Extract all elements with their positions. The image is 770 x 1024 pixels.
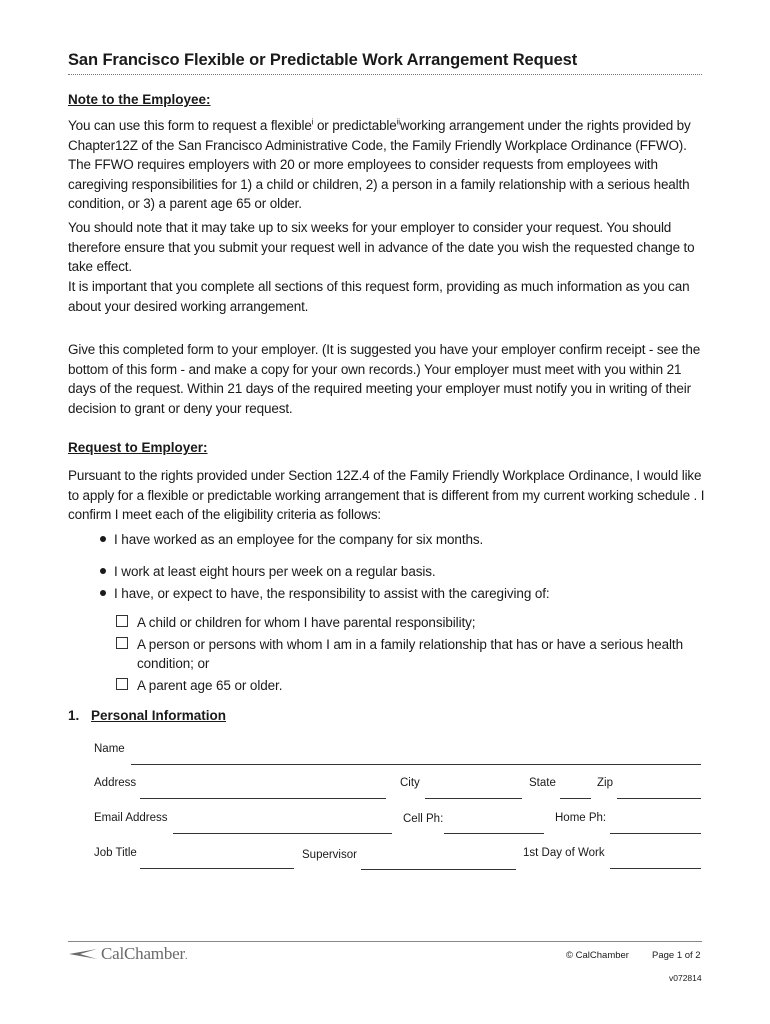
home-phone-label: Home Ph: [555, 812, 607, 824]
calchamber-logo [68, 944, 187, 964]
eligibility-bullet-1 [100, 530, 483, 549]
supervisor-field[interactable] [361, 869, 516, 870]
zip-field[interactable] [617, 798, 701, 799]
city-label: City [400, 777, 420, 789]
bullet-dot-icon [100, 590, 106, 596]
caregiving-option-family-member[interactable] [116, 635, 686, 673]
request-heading: Request to Employer: [68, 440, 208, 455]
bullet-dot-icon [100, 536, 106, 542]
job-title-field[interactable] [140, 868, 294, 869]
request-intro: Pursuant to the rights provided under Section 12Z.4 of the Family Friendly Workplace Ordinance, I would like to apply for a flexible or predictable working arrangement that is different from my current working schedule . I confirm I meet each of the eligibility criteria as follows: [68, 468, 705, 522]
footnote-ref-ii: ii [396, 117, 400, 127]
job-title-label: Job Title [94, 847, 137, 859]
note-paragraph-4: Give this completed form to your employer. (It is suggested you have your employer confirm receipt - see the bottom of this form - and make a copy for your own records.) Your employer must meet with you within 21 days of the request. Within 21 days of the required meeting your employer must notify you in writing of their decision to grant or deny your request. [68, 342, 701, 416]
copyright-text: © CalChamber [566, 950, 629, 961]
logo-wordmark: CalChamber [101, 944, 185, 963]
cell-phone-field[interactable] [444, 833, 544, 834]
email-label: Email Address [94, 812, 168, 824]
cell-phone-label: Cell Ph: [403, 813, 444, 825]
bullet-text: I have worked as an employee for the company for six months. [114, 532, 484, 547]
checkbox-label: A person or persons with whom I am in a family relationship that has or have a serious health condition; or [137, 637, 683, 671]
title-divider [68, 74, 702, 75]
checkbox-child[interactable] [116, 615, 128, 627]
state-label: State [529, 777, 556, 789]
eligibility-bullet-2 [100, 562, 436, 581]
footer-divider [68, 941, 702, 942]
first-day-label: 1st Day of Work [523, 847, 605, 859]
logo-mark: . [184, 950, 188, 962]
note-p1-text-a: You can use this form to request a flexible [68, 118, 312, 133]
home-phone-field[interactable] [610, 833, 701, 834]
eligibility-bullet-3 [100, 584, 550, 603]
logo-text [101, 944, 187, 964]
page-number: Page 1 of 2 [652, 950, 701, 961]
caregiving-option-parent[interactable] [116, 676, 706, 695]
bullet-text: I work at least eight hours per week on a regular basis. [114, 564, 436, 579]
section-title: Personal Information [91, 708, 227, 723]
address-label: Address [94, 777, 137, 789]
version-code: v072814 [669, 973, 702, 983]
caregiving-option-child[interactable] [116, 613, 706, 632]
section-number: 1. [68, 708, 80, 723]
zip-label: Zip [597, 777, 613, 789]
city-field[interactable] [425, 798, 522, 799]
name-field[interactable] [131, 764, 701, 765]
note-paragraph-2: You should note that it may take up to six weeks for your employer to consider your request. You should therefore ensure that you submit your request well in advance of the date you wish the requested change to take effect. [68, 220, 695, 274]
address-field[interactable] [140, 798, 386, 799]
note-paragraph-3: It is important that you complete all sections of this request form, providing as much information as you can about your desired working arrangement. [68, 279, 690, 314]
checkbox-parent[interactable] [116, 678, 128, 690]
note-p1-text-b: or predictable [313, 118, 397, 133]
supervisor-label: Supervisor [302, 849, 357, 861]
email-field[interactable] [173, 833, 392, 834]
note-p1-text-c: working arrangement under the rights provided by Chapter12Z of the San Francisco Administrative Code, the Family Friendly Workplace Ordinance (FFWO). The FFWO requires employers with 20 or more employees to consider requests from employees with caregiving responsibilities for 1) a child or children, 2) a person in a family relationship with a serious health condition, or 3) a parent age 65 or older. [68, 118, 691, 211]
state-field[interactable] [560, 798, 591, 799]
first-day-field[interactable] [610, 868, 701, 869]
calchamber-swoosh-icon [68, 947, 98, 961]
bullet-dot-icon [100, 568, 106, 574]
checkbox-label: A parent age 65 or older. [137, 678, 283, 693]
section-1-heading [68, 708, 226, 723]
name-label: Name [94, 743, 125, 755]
checkbox-label: A child or children for whom I have parental responsibility; [137, 615, 476, 630]
note-heading: Note to the Employee: [68, 92, 211, 107]
bullet-text: I have, or expect to have, the responsibility to assist with the caregiving of: [114, 586, 550, 601]
note-paragraph-1 [68, 116, 708, 214]
footnote-ref-i: i [311, 117, 314, 127]
checkbox-family-member[interactable] [116, 637, 128, 649]
document-title: San Francisco Flexible or Predictable Work Arrangement Request [68, 51, 578, 69]
